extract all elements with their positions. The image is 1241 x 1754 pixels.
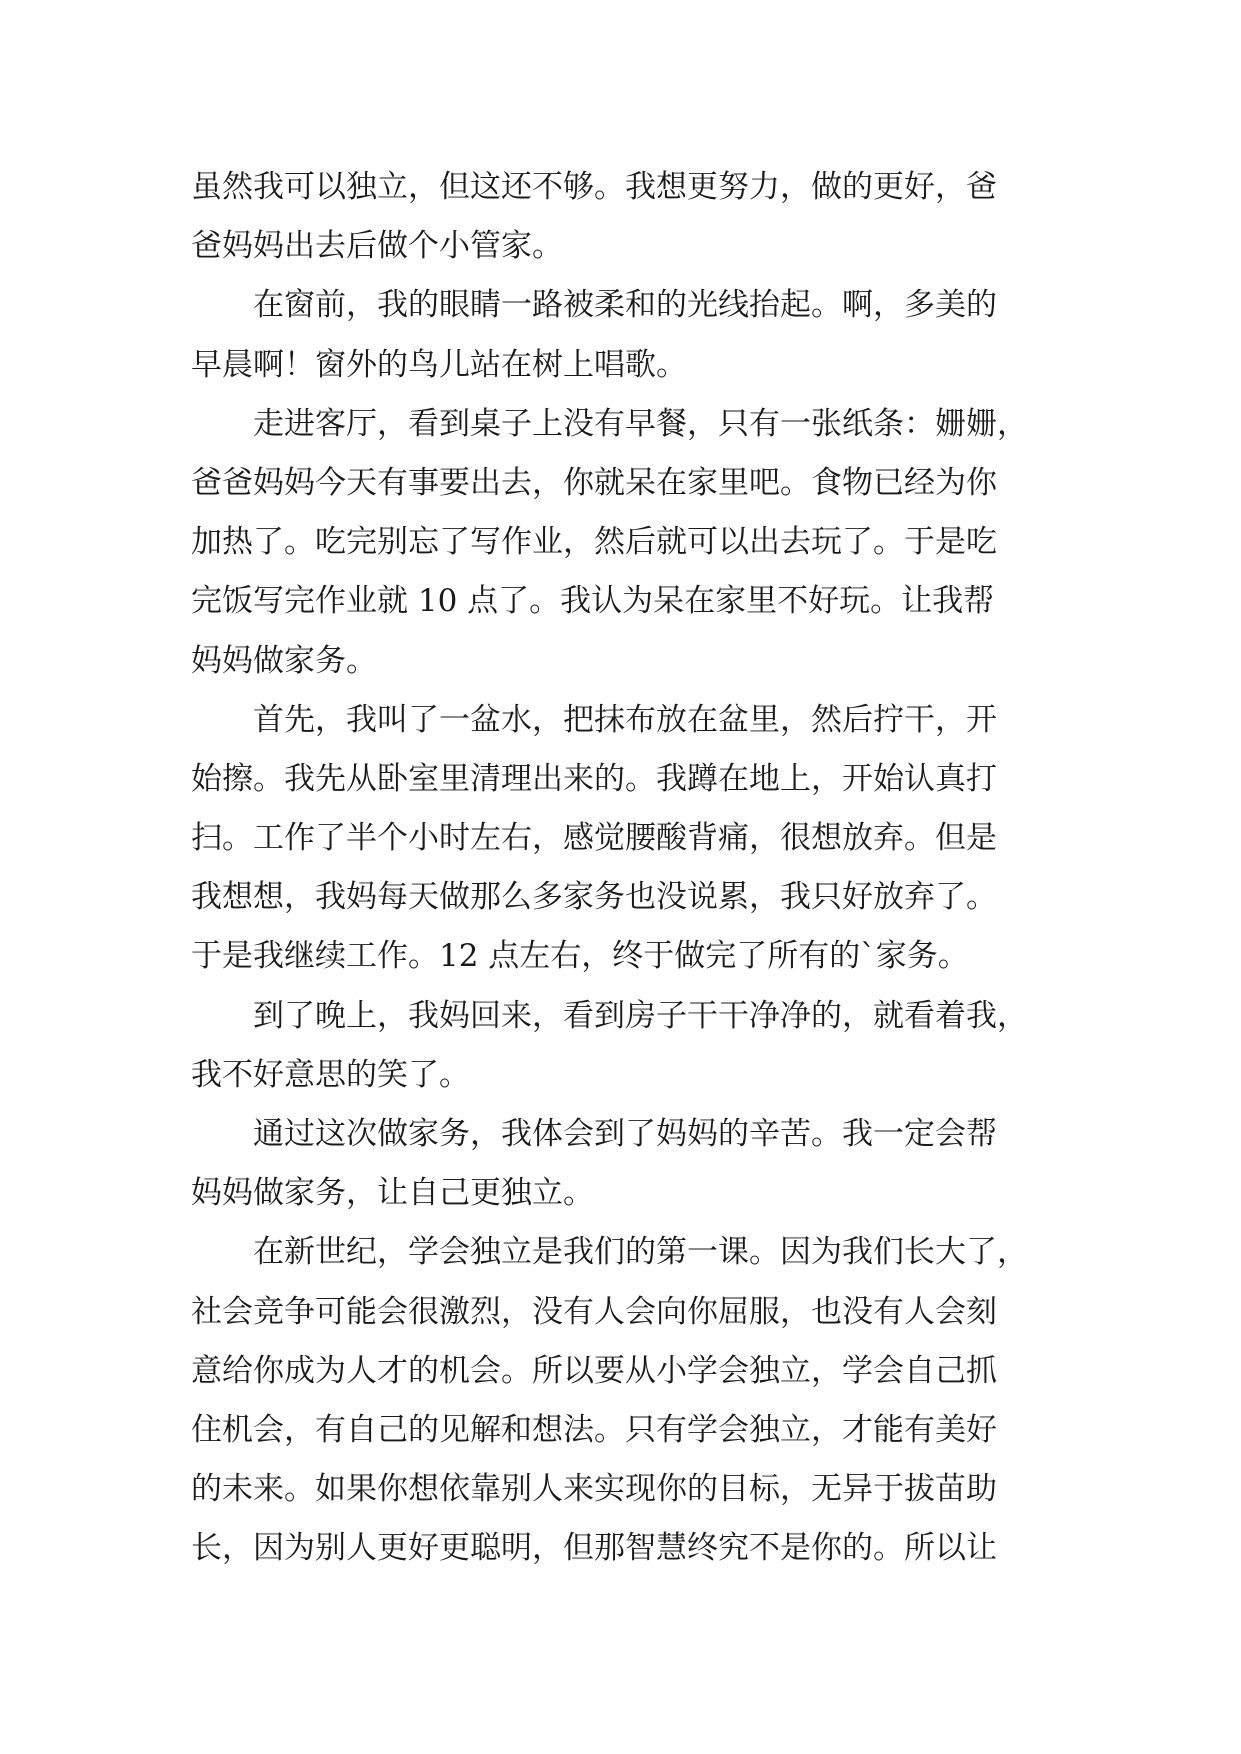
text-line: 爸妈妈出去后做个小管家。 (191, 228, 563, 265)
text-line: 我不好意思的笑了。 (191, 1056, 470, 1093)
text-line: 在窗前，我的眼睛一路被柔和的光线抬起。啊，多美的 (253, 287, 997, 324)
text-line: 虽然我可以独立，但这还不够。我想更努力，做的更好，爸 (191, 169, 997, 205)
text-line: 妈妈做家务。 (191, 642, 377, 679)
text-line: 社会竞争可能会很激烈，没有人会向你屈服，也没有人会刻 (191, 1293, 997, 1330)
body-text (191, 158, 1049, 1579)
text-line: 爸爸妈妈今天有事要出去，你就呆在家里吧。食物已经为你 (191, 464, 997, 501)
text-line: 始擦。我先从卧室里清理出来的。我蹲在地上，开始认真打 (191, 760, 997, 797)
text-line: 的未来。如果你想依靠别人来实现你的目标，无异于拔苗助 (191, 1471, 997, 1508)
text-line: 于是我继续工作。12 点左右，终于做完了所有的`家务。 (191, 938, 969, 975)
text-line: 走进客厅，看到桌子上没有早餐，只有一张纸条：姗姗， (253, 405, 1028, 442)
text-line: 早晨啊！窗外的鸟儿站在树上唱歌。 (191, 346, 687, 383)
text-line: 妈妈做家务，让自己更独立。 (191, 1175, 594, 1212)
text-line: 我想想，我妈每天做那么多家务也没说累，我只好放弃了。 (191, 879, 997, 916)
text-line: 完饭写完作业就 10 点了。我认为呆在家里不好玩。让我帮 (191, 583, 995, 620)
text-line: 长，因为别人更好更聪明，但那智慧终究不是你的。所以让 (191, 1530, 997, 1567)
text-line: 首先，我叫了一盆水，把抹布放在盆里，然后拧干，开 (253, 701, 997, 738)
text-line: 意给你成为人才的机会。所以要从小学会独立，学会自己抓 (191, 1352, 997, 1389)
text-line: 加热了。吃完别忘了写作业，然后就可以出去玩了。于是吃 (191, 524, 997, 561)
text-line: 扫。工作了半个小时左右，感觉腰酸背痛，很想放弃。但是 (191, 820, 997, 857)
text-line: 住机会，有自己的见解和想法。只有学会独立，才能有美好 (191, 1411, 997, 1448)
text-line: 在新世纪，学会独立是我们的第一课。因为我们长大了， (253, 1234, 1028, 1271)
text-line: 到了晚上，我妈回来，看到房子干干净净的，就看着我， (253, 997, 1028, 1034)
text-line: 通过这次做家务，我体会到了妈妈的辛苦。我一定会帮 (253, 1116, 997, 1152)
